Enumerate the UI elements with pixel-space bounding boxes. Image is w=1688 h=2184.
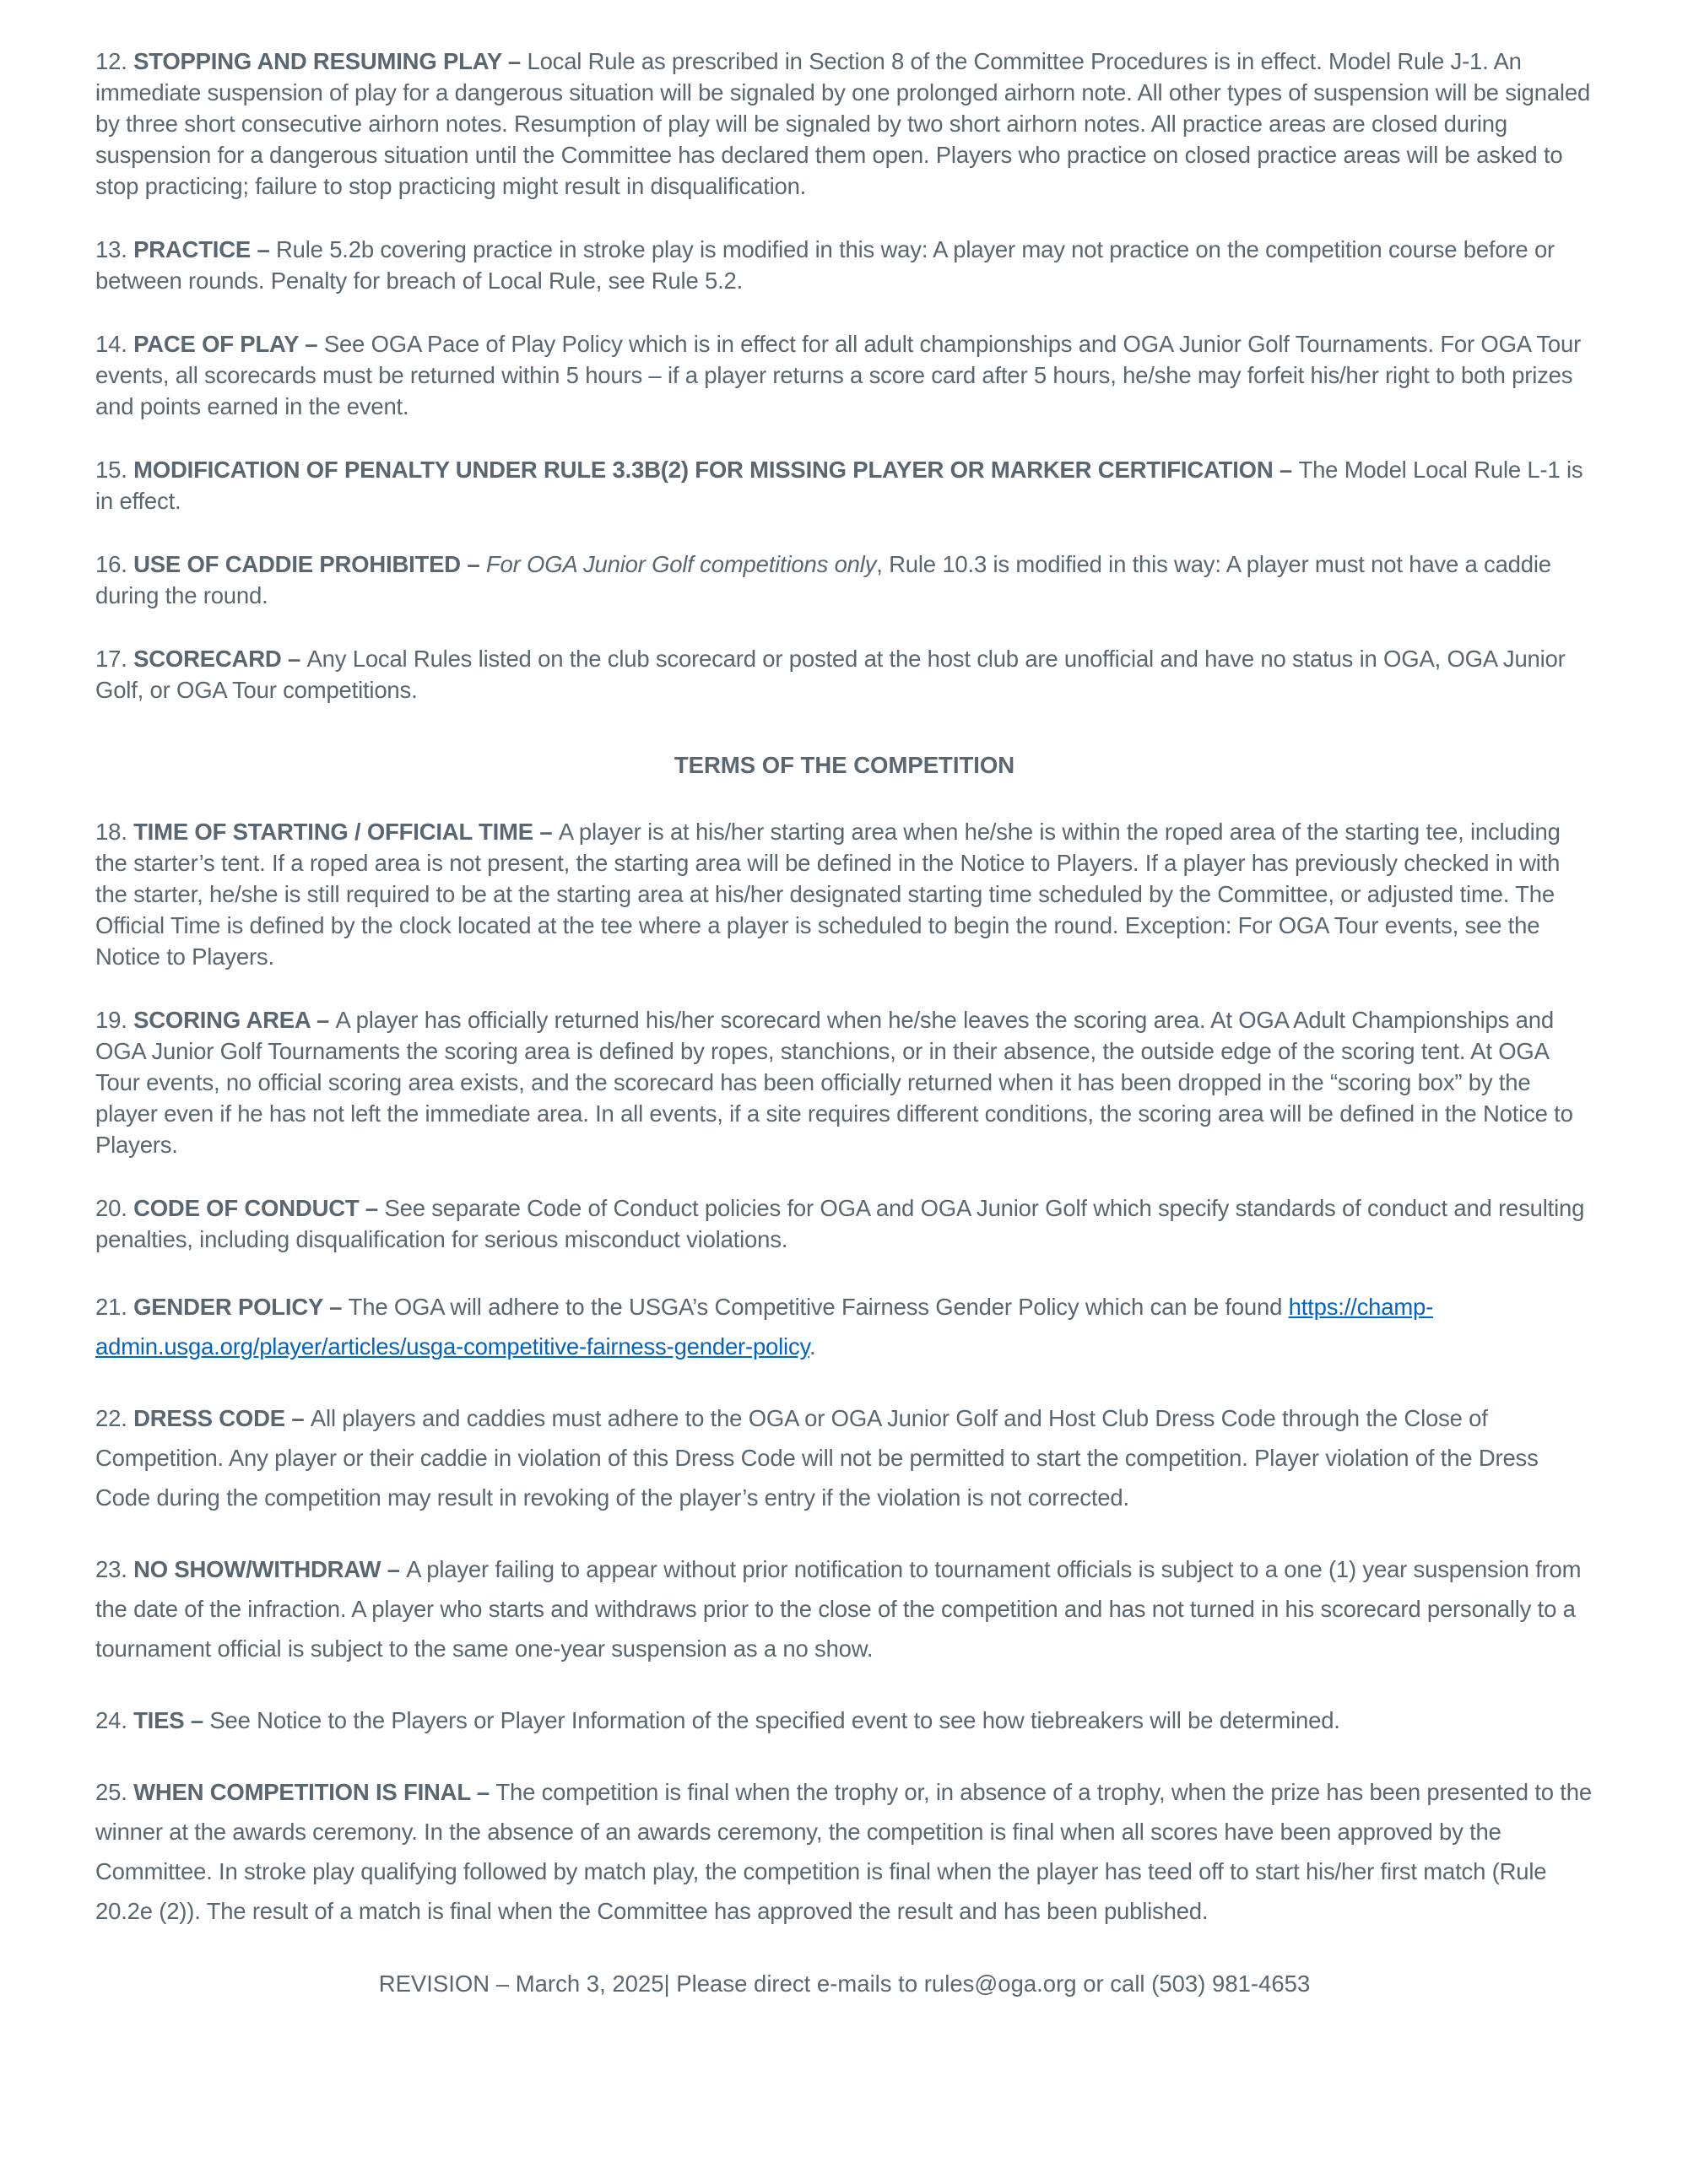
- rules-list-local-rules: [95, 46, 1593, 705]
- rule-title: PRACTICE –: [133, 236, 277, 262]
- rule-title: TIES –: [133, 1707, 210, 1733]
- rule-number: 16.: [95, 551, 134, 577]
- rule-title: DRESS CODE –: [133, 1405, 311, 1431]
- rule-21-paragraph: [95, 1287, 1593, 1366]
- rule-14-paragraph: [95, 328, 1593, 422]
- rule-16-paragraph: [95, 549, 1593, 611]
- rule-number: 21.: [95, 1294, 134, 1320]
- rule-25-paragraph: [95, 1772, 1593, 1931]
- rule-text: A player is at his/her starting area when he/she is within the roped area of the starting tee, including the starter’s tent. If a roped area is not present, the starting area will be defined in the Notice to Players. If a player has previously checked in with the starter, he/she is still required to be at the starting area at his/her designated starting time scheduled by the Committee, or adjusted time. The Official Time is defined by the clock located at the tee where a player is scheduled to begin the round. Exception: For OGA Tour events, see the Notice to Players.: [95, 819, 1561, 970]
- rule-text: For OGA Junior Golf competitions only: [485, 551, 877, 577]
- rule-text: .: [809, 1333, 816, 1360]
- rule-text: All players and caddies must adhere to the OGA or OGA Junior Golf and Host Club Dress Code through the Close of Competition. Any player or their caddie in violation of this Dress Code will not be permitted to start the competition. Player violation of the Dress Code during the competition may result in revoking of the player’s entry if the violation is not corrected.: [95, 1405, 1539, 1511]
- footer-revision-line: REVISION – March 3, 2025| Please direct e-mails to rules@oga.org or call (503) 981-4653: [378, 1970, 1311, 1997]
- rule-text: See OGA Pace of Play Policy which is in effect for all adult championships and OGA Junior Golf Tournaments. For OGA Tour events, all scorecards must be returned within 5 hours – if a player returns a score card after 5 hours, he/she may forfeit his/her right to both prizes and points earned in the event.: [95, 331, 1582, 419]
- rule-title: WHEN COMPETITION IS FINAL –: [133, 1779, 496, 1805]
- rule-23-paragraph: [95, 1549, 1593, 1668]
- rule-19-paragraph: [95, 1004, 1593, 1160]
- gender-policy-link[interactable]: https://champ-admin.usga.org/player/articles/usga-competitive-fairness-gender-policy: [95, 1294, 1434, 1360]
- rule-text: Rule 5.2b covering practice in stroke play is modified in this way: A player may not practice on the competition course before or between rounds. Penalty for breach of Local Rule, see Rule 5.2.: [95, 236, 1555, 294]
- rule-number: 17.: [95, 646, 134, 672]
- rule-title: TIME OF STARTING / OFFICIAL TIME –: [133, 819, 559, 845]
- rule-title: SCORING AREA –: [133, 1007, 336, 1033]
- rule-text: The OGA will adhere to the USGA’s Competitive Fairness Gender Policy which can be found: [348, 1294, 1289, 1320]
- rule-title: USE OF CADDIE PROHIBITED –: [133, 551, 486, 577]
- rule-number: 15.: [95, 457, 134, 483]
- rule-13-paragraph: [95, 234, 1593, 296]
- rule-text: , Rule 10.3 is modified in this way: A player must not have a caddie during the round.: [95, 551, 1551, 608]
- rule-text: See Notice to the Players or Player Information of the specified event to see how tiebreakers will be determined.: [209, 1707, 1340, 1733]
- rule-22-paragraph: [95, 1398, 1593, 1517]
- rule-number: 24.: [95, 1707, 134, 1733]
- rule-number: 19.: [95, 1007, 134, 1033]
- rule-text: The Model Local Rule L-1 is in effect.: [95, 457, 1583, 514]
- rule-number: 23.: [95, 1556, 134, 1582]
- rules-list-terms: [95, 816, 1593, 1931]
- rule-17-paragraph: [95, 643, 1593, 705]
- rule-title: NO SHOW/WITHDRAW –: [133, 1556, 407, 1582]
- rule-text: Local Rule as prescribed in Section 8 of the Committee Procedures is in effect. Model Rule J-1. An immediate suspension of play for a dangerous situation will be signaled by one prolonged airhorn note. All other types of suspension will be signaled by three short consecutive airhorn notes. Resumption of play will be signaled by two short airhorn notes. All practice areas are closed during suspension for a dangerous situation until the Committee has declared them open. Players who practice on closed practice areas will be asked to stop practicing; failure to stop practicing might result in disqualification.: [95, 48, 1591, 199]
- rule-number: 12.: [95, 48, 134, 74]
- rule-text: The competition is final when the trophy or, in absence of a trophy, when the prize has been presented to the winner at the awards ceremony. In the absence of an awards ceremony, the competition is final when all scores have been approved by the Committee. In stroke play qualifying followed by match play, the competition is final when the player has teed off to start his/her first match (Rule 20.2e (2)). The result of a match is final when the Committee has approved the result and has been published.: [95, 1779, 1592, 1924]
- rule-number: 14.: [95, 331, 134, 357]
- rule-24-paragraph: [95, 1700, 1593, 1740]
- rule-number: 25.: [95, 1779, 134, 1805]
- terms-of-competition-heading: TERMS OF THE COMPETITION: [674, 752, 1015, 778]
- rule-title: STOPPING AND RESUMING PLAY –: [133, 48, 528, 74]
- rule-title: CODE OF CONDUCT –: [133, 1195, 385, 1221]
- rule-text: Any Local Rules listed on the club scorecard or posted at the host club are unofficial and have no status in OGA, OGA Junior Golf, or OGA Tour competitions.: [95, 646, 1566, 703]
- rule-text: A player failing to appear without prior notification to tournament officials is subject to a one (1) year suspension from the date of the infraction. A player who starts and withdraws prior to the close of the competition and has not turned in his scorecard personally to a tournament official is subject to the same one-year suspension as a no show.: [95, 1556, 1582, 1662]
- rule-15-paragraph: [95, 454, 1593, 516]
- rule-title: PACE OF PLAY –: [133, 331, 324, 357]
- rule-number: 22.: [95, 1405, 134, 1431]
- rule-18-paragraph: [95, 816, 1593, 972]
- rule-text: A player has officially returned his/her scorecard when he/she leaves the scoring area. At OGA Adult Championships and OGA Junior Golf Tournaments the scoring area is defined by ropes, stanchions, or in their absence, the outside edge of the scoring tent. At OGA Tour events, no official scoring area exists, and the scorecard has been officially returned when it has been dropped in the “scoring box” by the player even if he has not left the immediate area. In all events, if a site requires different conditions, the scoring area will be defined in the Notice to Players.: [95, 1007, 1573, 1158]
- rule-number: 18.: [95, 819, 134, 845]
- rule-number: 13.: [95, 236, 134, 262]
- rule-title: SCORECARD –: [133, 646, 307, 672]
- rule-text: See separate Code of Conduct policies for OGA and OGA Junior Golf which specify standards of conduct and resulting penalties, including disqualification for serious misconduct violations.: [95, 1195, 1585, 1252]
- rule-number: 20.: [95, 1195, 134, 1221]
- rule-12-paragraph: [95, 46, 1593, 202]
- rule-title: MODIFICATION OF PENALTY UNDER RULE 3.3B(2) FOR MISSING PLAYER OR MARKER CERTIFICATION –: [133, 457, 1299, 483]
- rule-title: GENDER POLICY –: [133, 1294, 349, 1320]
- rule-20-paragraph: [95, 1192, 1593, 1255]
